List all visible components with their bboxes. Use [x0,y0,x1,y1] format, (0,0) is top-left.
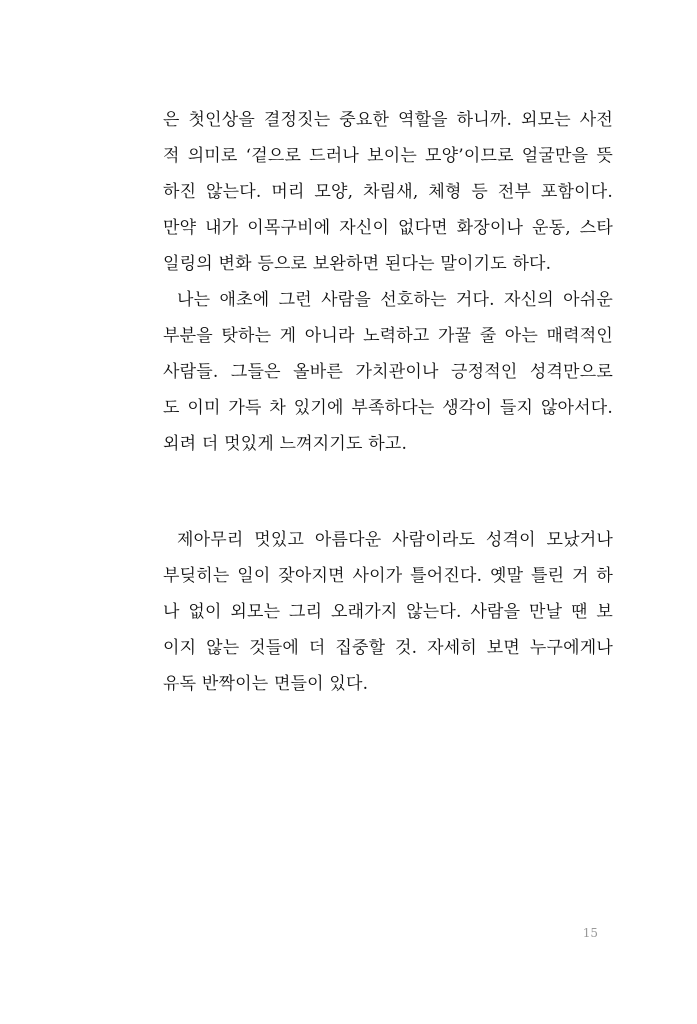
paragraph-3 [163,522,613,702]
text-line: 사람들. 그들은 올바른 가치관이나 긍정적인 성격만으로 [163,362,613,382]
text-line: 제아무리 멋있고 아름다운 사람이라도 성격이 모났거나 [177,530,613,550]
page-number: 15 [582,926,598,940]
text-block-main [163,102,613,462]
text-line: 부분을 탓하는 게 아니라 노력하고 가꿀 줄 아는 매력적인 [163,326,613,346]
text-line: 은 첫인상을 결정짓는 중요한 역할을 하니까. 외모는 사전 [163,110,613,130]
text-line: 일링의 변화 등으로 보완하면 된다는 말이기도 하다. [163,254,552,274]
text-line: 만약 내가 이목구비에 자신이 없다면 화장이나 운동, 스타 [163,218,613,238]
text-line: 적 의미로 ‘겉으로 드러나 보이는 모양’이므로 얼굴만을 뜻 [163,146,613,166]
text-line: 나는 애초에 그런 사람을 선호하는 거다. 자신의 아쉬운 [177,290,613,310]
text-line: 유독 반짝이는 면들이 있다. [163,674,369,694]
text-line: 이지 않는 것들에 더 집중할 것. 자세히 보면 누구에게나 [163,638,613,658]
text-line: 하진 않는다. 머리 모양, 차림새, 체형 등 전부 포함이다. [163,182,613,202]
text-line: 외려 더 멋있게 느껴지기도 하고. [163,434,408,454]
paragraph-1 [163,102,613,282]
text-line: 도 이미 가득 차 있기에 부족하다는 생각이 들지 않아서다. [163,398,613,418]
text-line: 나 없이 외모는 그리 오래가지 않는다. 사람을 만날 땐 보 [163,602,613,622]
text-line: 부딪히는 일이 잦아지면 사이가 틀어진다. 옛말 틀린 거 하 [163,566,613,586]
paragraph-2 [163,282,613,462]
text-block-secondary [163,522,613,702]
